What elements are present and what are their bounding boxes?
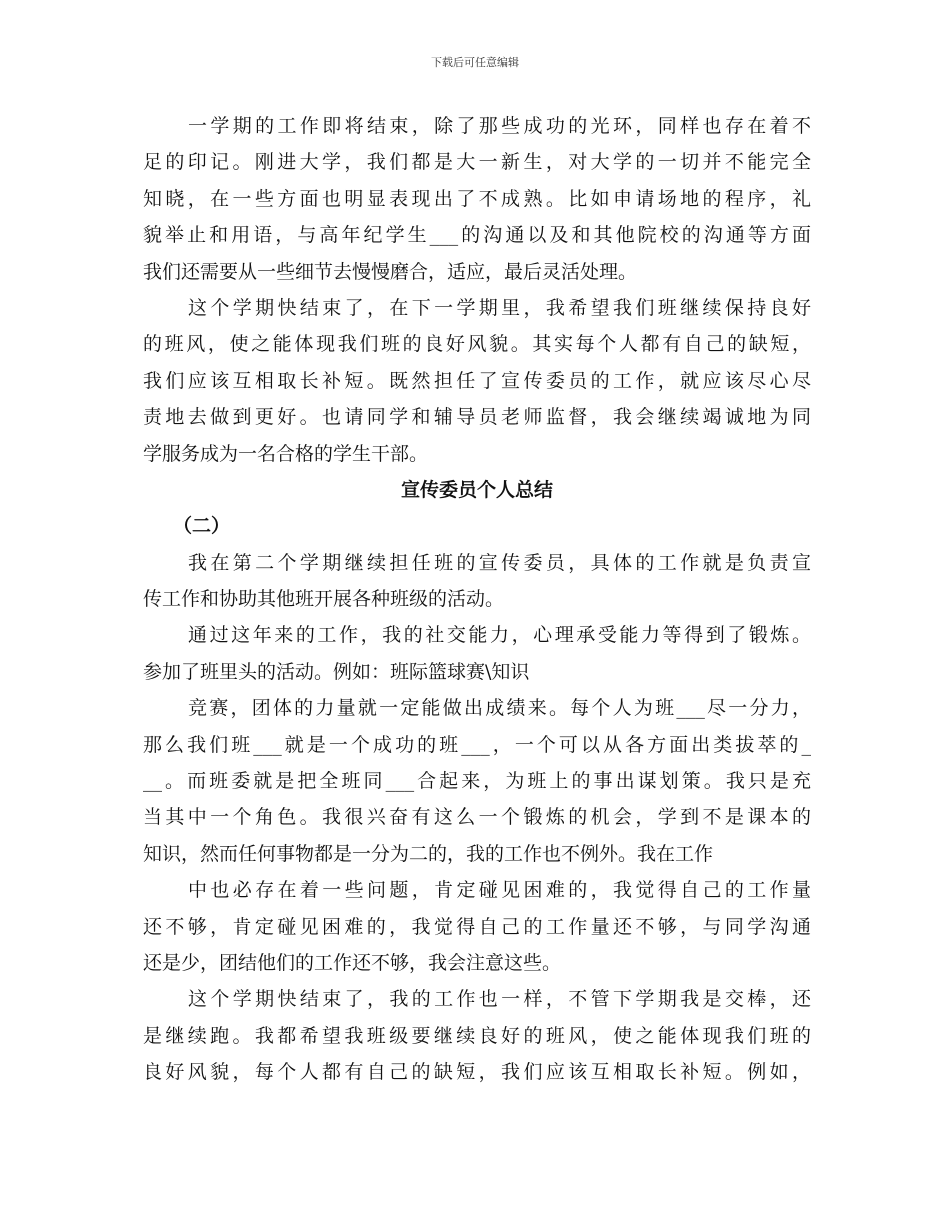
text-line: 这个学期快结束了，我的工作也一样，不管下学期我是交棒，还: [188, 988, 811, 1011]
text-line: 通过这年来的工作，我的社交能力，心理承受能力等得到了锻炼。: [188, 624, 811, 647]
text-line: 我们应该互相取长补短。既然担任了宣传委员的工作，就应该尽心尽: [143, 369, 811, 392]
text-line: 学服务成为一名合格的学生干部。: [143, 442, 429, 465]
page-header: 下载后可任意编辑: [431, 56, 519, 69]
text-line: 传工作和协助其他班开展各种班级的活动。: [143, 588, 505, 611]
text-line: 责地去做到更好。也请同学和辅导员老师监督，我会继续竭诚地为同: [143, 406, 811, 429]
text-line: 当其中一个角色。我很兴奋有这么一个锻炼的机会，学到不是课本的: [143, 806, 811, 829]
section-title: 宣传委员个人总结: [400, 478, 553, 501]
text-line: 还是少，团结他们的工作还不够，我会注意这些。: [143, 951, 562, 974]
text-line: 的班风，使之能体现我们班的良好风貌。其实每个人都有自己的缺短，: [143, 333, 811, 356]
text-line: 是继续跑。我都希望我班级要继续良好的班风，使之能体现我们班的: [143, 1024, 811, 1047]
text-line: 还不够，肯定碰见困难的，我觉得自己的工作量还不够，与同学沟通: [143, 915, 811, 938]
text-line: 参加了班里头的活动。例如：班际篮球赛\知识: [143, 660, 530, 683]
text-line: 中也必存在着一些问题，肯定碰见困难的，我觉得自己的工作量: [188, 879, 811, 902]
text-line: 我在第二个学期继续担任班的宣传委员，具体的工作就是负责宣: [188, 551, 811, 574]
document-body: [143, 108, 811, 1091]
text-line: 那么我们班___就是一个成功的班___，一个可以从各方面出类拔萃的_: [143, 733, 811, 756]
text-line: 我们还需要从一些细节去慢慢磨合，适应，最后灵活处理。: [143, 260, 638, 283]
text-line: 一学期的工作即将结束，除了那些成功的光环，同样也存在着不: [188, 115, 811, 137]
text-line: 良好风貌，每个人都有自己的缺短，我们应该互相取长补短。例如，: [143, 1061, 811, 1084]
text-line: 貌举止和用语，与高年纪学生___的沟通以及和其他院校的沟通等方面: [143, 224, 811, 247]
text-line: __。而班委就是把全班同___合起来，为班上的事出谋划策。我只是充: [143, 770, 811, 793]
text-line: 足的印记。刚进大学，我们都是大一新生，对大学的一切并不能完全: [143, 151, 811, 174]
text-line: 竞赛，团体的力量就一定能做出成绩来。每个人为班___尽一分力，: [188, 697, 811, 720]
text-line: 知识，然而任何事物都是一分为二的，我的工作也不例外。我在工作: [143, 842, 714, 865]
section-subtitle: （二）: [173, 515, 231, 538]
text-line: 这个学期快结束了，在下一学期里，我希望我们班继续保持良好: [188, 296, 811, 319]
text-line: 知晓，在一些方面也明显表现出了不成熟。比如申请场地的程序，礼: [143, 187, 811, 210]
